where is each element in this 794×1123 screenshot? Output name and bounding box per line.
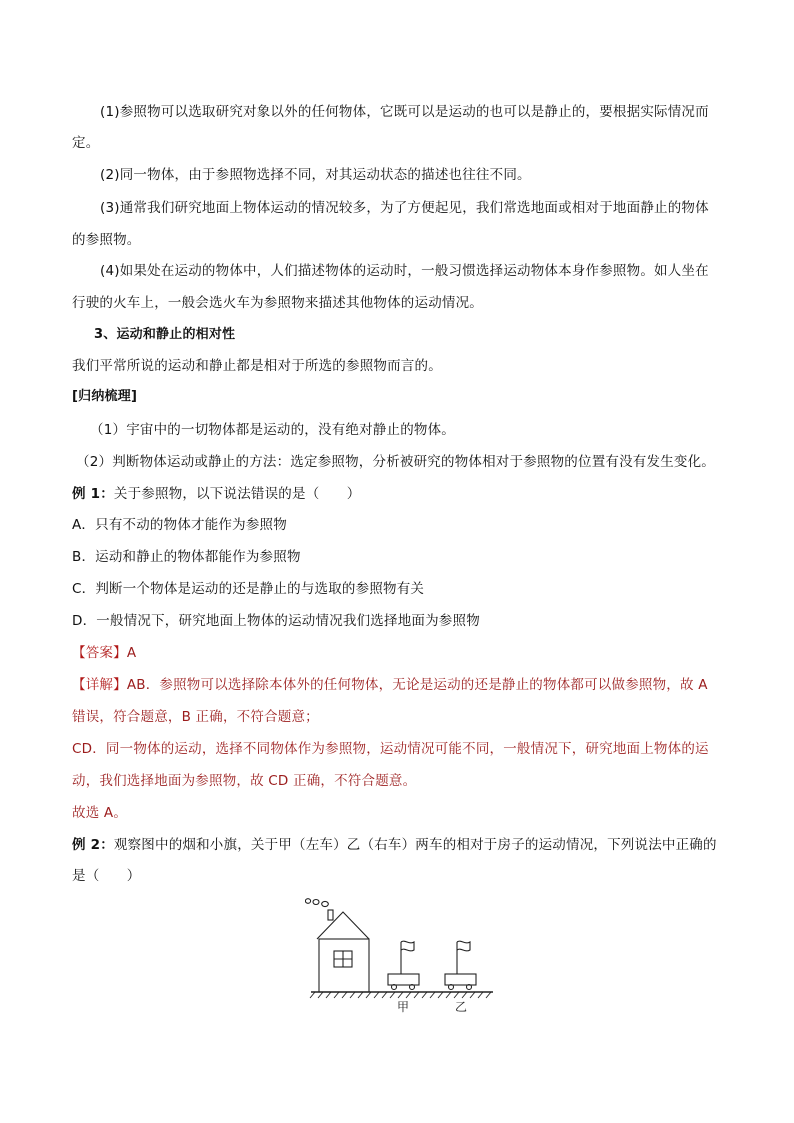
example-2-text: 观察图中的烟和小旗，关于甲（左车）乙（右车）两车的相对于房子的运动情况，下列说法中正确的: [113, 837, 717, 853]
paragraph-line: 我们平常所说的运动和静止都是相对于所选的参照物而言的。: [72, 358, 442, 374]
house-body: [319, 939, 369, 992]
car-right: [445, 974, 476, 985]
paragraph-line: (4)如果处在运动的物体中，人们描述物体的运动时，一般习惯选择运动物体本身作参照物。如人坐在: [100, 263, 709, 279]
option-d: D．一般情况下，研究地面上物体的运动情况我们选择地面为参照物: [72, 613, 480, 629]
example-2-question: [72, 835, 717, 855]
car-left-label: 甲: [397, 1000, 410, 1014]
car-right-flag: [457, 941, 470, 951]
car-left-flag: [401, 941, 414, 951]
diagram-svg: [305, 895, 505, 1025]
detail-line: [72, 675, 708, 695]
smoke-puff: [305, 899, 310, 904]
example-1-text: 关于参照物，以下说法错误的是（ ）: [113, 486, 361, 502]
example-2-label: 例 2：: [72, 837, 114, 853]
example-2-question-cont: 是（ ）: [72, 868, 141, 884]
answer-value: A: [126, 645, 137, 661]
detail-line: 错误，符合题意，B 正确，不符合题意；: [72, 709, 319, 725]
paragraph-line: 行驶的火车上，一般会选火车为参照物来描述其他物体的运动情况。: [72, 295, 483, 311]
example-1-label: 例 1：: [72, 486, 114, 502]
smoke-puff: [313, 900, 319, 905]
detail-text: AB．参照物可以选择除本体外的任何物体，无论是运动的还是静止的物体都可以做参照物，故 A: [126, 677, 708, 693]
option-c: C．判断一个物体是运动的还是静止的与选取的参照物有关: [72, 581, 425, 597]
option-b: B．运动和静止的物体都能作为参照物: [72, 549, 301, 565]
chimney: [328, 910, 333, 920]
car-left: [388, 974, 419, 985]
paragraph-line: (2)同一物体，由于参照物选择不同，对其运动状态的描述也往往不同。: [100, 167, 531, 183]
paragraph-line: 的参照物。: [72, 232, 141, 248]
house-roof: [317, 912, 369, 939]
section-heading: 3、运动和静止的相对性: [94, 327, 236, 342]
option-a: A．只有不动的物体才能作为参照物: [72, 517, 287, 533]
detail-line: CD．同一物体的运动，选择不同物体作为参照物，运动情况可能不同，一般情况下，研究地面上物体的运: [72, 741, 709, 757]
car-right-label: 乙: [455, 1000, 468, 1014]
answer-label: 【答案】: [72, 645, 127, 661]
summary-heading: [归纳梳理]: [72, 389, 138, 404]
paragraph-line: (3)通常我们研究地面上物体运动的情况较多，为了方便起见，我们常选地面或相对于地面静止的物体: [100, 200, 709, 216]
detail-label: 【详解】: [72, 677, 127, 693]
summary-line: （2）判断物体运动或静止的方法：选定参照物，分析被研究的物体相对于参照物的位置有没有发生变化。: [76, 454, 715, 470]
paragraph-line: (1)参照物可以选取研究对象以外的任何物体，它既可以是运动的也可以是静止的，要根据实际情况而: [100, 104, 709, 120]
detail-line: 动，我们选择地面为参照物，故 CD 正确，不符合题意。: [72, 773, 417, 789]
example-1-question: [72, 484, 361, 504]
paragraph-line: 定。: [72, 135, 100, 151]
conclusion-line: 故选 A。: [72, 805, 128, 821]
smoke-puff: [322, 901, 329, 906]
answer-line: [72, 643, 136, 663]
house-cars-diagram: [305, 895, 505, 1025]
summary-line: （1）宇宙中的一切物体都是运动的，没有绝对静止的物体。: [90, 422, 455, 438]
